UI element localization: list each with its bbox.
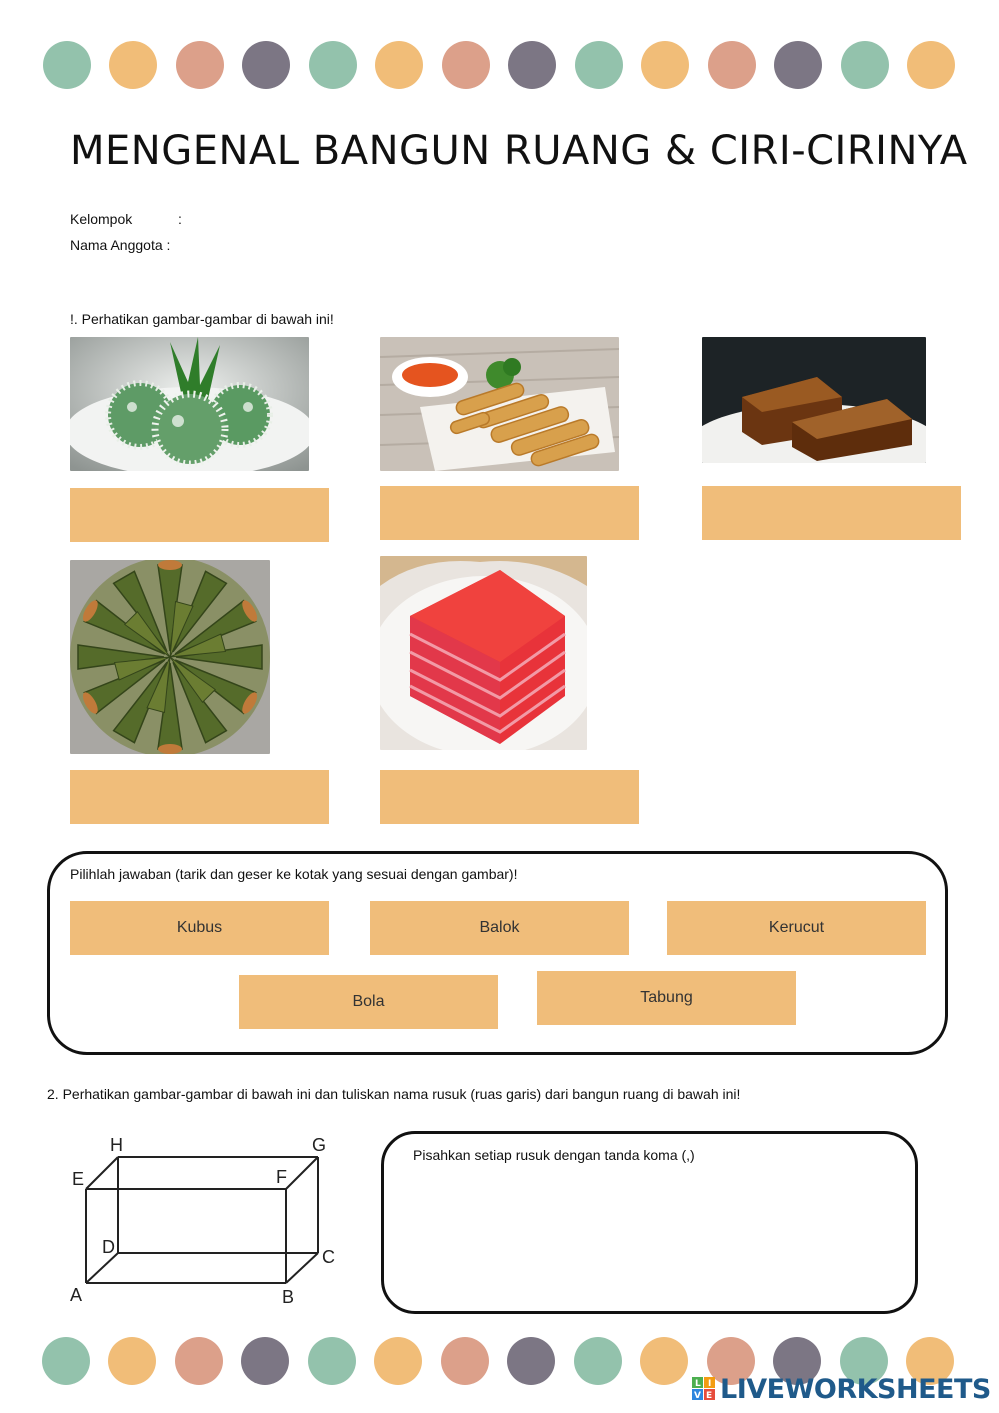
decor-dot: [308, 1337, 356, 1385]
edges-note: Pisahkan setiap rusuk dengan tanda koma (,): [413, 1147, 695, 1163]
edges-input[interactable]: [410, 1172, 904, 1304]
decor-dot: [176, 41, 224, 89]
option-kerucut[interactable]: Kerucut: [667, 901, 926, 955]
decor-dot: [108, 1337, 156, 1385]
decor-dot: [374, 1337, 422, 1385]
layer-cake-photo: [380, 556, 587, 750]
option-kubus[interactable]: Kubus: [70, 901, 329, 955]
group-colon: :: [178, 211, 182, 227]
badge-letter-l: L: [695, 1379, 701, 1389]
members-label-row: [70, 237, 170, 253]
klepon-photo: [70, 337, 309, 471]
decor-dot: [242, 41, 290, 89]
page-title: MENGENAL BANGUN RUANG & CIRI-CIRINYA: [70, 128, 968, 174]
decor-dot: [907, 41, 955, 89]
decor-dot: [241, 1337, 289, 1385]
liveworksheets-logo[interactable]: [692, 1372, 991, 1406]
decor-dot: [641, 41, 689, 89]
answer-drop-box-3[interactable]: [702, 486, 961, 540]
lumpia-photo: [380, 337, 619, 471]
vertex-label-f: F: [276, 1167, 287, 1187]
wajik-photo: [702, 337, 926, 463]
decor-dot: [708, 41, 756, 89]
badge-letter-v: V: [694, 1391, 701, 1401]
live-badge-icon: [692, 1377, 716, 1401]
vertex-label-b: B: [282, 1287, 295, 1307]
answer-drop-box-5[interactable]: [380, 770, 639, 824]
drag-instruction: Pilihlah jawaban (tarik dan geser ke kotak yang sesuai dengan gambar)!: [70, 866, 518, 882]
decor-dot: [43, 41, 91, 89]
question2-prompt: 2. Perhatikan gambar-gambar di bawah ini dan tuliskan nama rusuk (ruas garis) dari bangun ruang di bawah ini!: [47, 1086, 741, 1102]
vertex-label-a: A: [70, 1285, 83, 1305]
decor-dot: [442, 41, 490, 89]
question1-prompt: !. Perhatikan gambar-gambar di bawah ini!: [70, 311, 334, 327]
vertex-label-c: C: [322, 1247, 335, 1267]
decor-dot: [508, 41, 556, 89]
option-balok[interactable]: Balok: [370, 901, 629, 955]
decor-dot: [441, 1337, 489, 1385]
decor-dot: [507, 1337, 555, 1385]
decor-dot: [640, 1337, 688, 1385]
badge-letter-e: E: [706, 1391, 713, 1401]
members-label: Nama Anggota :: [70, 237, 171, 253]
cone-cakes-photo: [70, 560, 270, 754]
decor-dot: [574, 1337, 622, 1385]
cuboid-diagram: [60, 1125, 360, 1315]
option-bola[interactable]: Bola: [239, 975, 498, 1029]
badge-letter-i: I: [708, 1379, 712, 1389]
decor-dot: [841, 41, 889, 89]
decor-dot: [309, 41, 357, 89]
option-tabung[interactable]: Tabung: [537, 971, 796, 1025]
top-dots-row: [43, 41, 963, 89]
decor-dot: [109, 41, 157, 89]
decor-dot: [42, 1337, 90, 1385]
vertex-label-d: D: [102, 1237, 115, 1257]
decor-dot: [375, 41, 423, 89]
logo-text: LIVEWORKSHEETS: [720, 1373, 991, 1405]
answer-drop-box-4[interactable]: [70, 770, 329, 824]
decor-dot: [774, 41, 822, 89]
group-label: Kelompok: [70, 211, 133, 227]
decor-dot: [575, 41, 623, 89]
answer-drop-box-2[interactable]: [380, 486, 639, 540]
group-label-row: [70, 211, 182, 227]
vertex-label-h: H: [110, 1135, 123, 1155]
vertex-label-g: G: [312, 1135, 327, 1155]
decor-dot: [175, 1337, 223, 1385]
vertex-label-e: E: [72, 1169, 85, 1189]
answer-drop-box-1[interactable]: [70, 488, 329, 542]
